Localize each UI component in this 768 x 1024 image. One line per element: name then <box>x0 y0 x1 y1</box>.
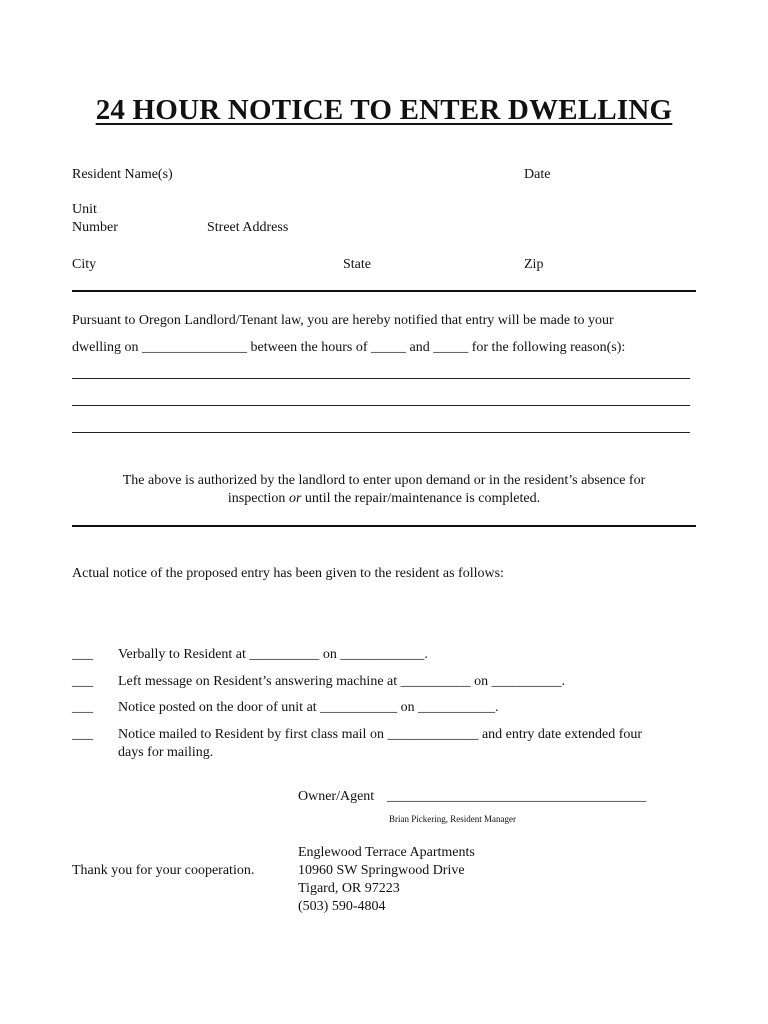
authorization-italic-or: or <box>288 491 302 506</box>
unit-label-line1: Unit <box>72 202 97 217</box>
method-text-door-posted: Notice posted on the door of unit at ___________ on ___________. <box>118 700 499 715</box>
method-text-mailed: Notice mailed to Resident by first class mail on _____________ and entry date extended four <box>118 727 643 742</box>
street-address-label: Street Address <box>207 220 289 235</box>
authorization-text <box>72 472 696 508</box>
address-name: Englewood Terrace Apartments <box>298 845 475 860</box>
method-checkbox-verbal[interactable]: ___ <box>72 647 93 662</box>
authorization-divider <box>72 525 696 527</box>
reason-line-2[interactable] <box>72 405 690 406</box>
resident-manager-name: Brian Pickering, Resident Manager <box>389 814 516 824</box>
address-street: 10960 SW Springwood Drive <box>298 863 465 878</box>
closing-text: Thank you for your cooperation. <box>72 863 255 878</box>
notice-line-2: dwelling on _______________ between the hours of _____ and _____ for the following reason(s): <box>72 340 626 355</box>
method-checkbox-answering-machine[interactable]: ___ <box>72 674 93 689</box>
date-label: Date <box>524 167 551 182</box>
unit-label-line2: Number <box>72 220 118 235</box>
method-text-answering-machine: Left message on Resident’s answering machine at __________ on __________. <box>118 674 566 689</box>
method-text-mailed-continued: days for mailing. <box>118 745 214 760</box>
address-city: Tigard, OR 97223 <box>298 881 400 896</box>
city-label: City <box>72 257 97 272</box>
reason-line-1[interactable] <box>72 378 690 379</box>
authorization-line-2-start: inspection <box>227 491 289 506</box>
method-text-verbal: Verbally to Resident at __________ on ____________. <box>118 647 428 662</box>
header-divider <box>72 290 696 292</box>
authorization-line-2-end: until the repair/maintenance is completed. <box>301 491 541 506</box>
actual-notice-text: Actual notice of the proposed entry has been given to the resident as follows: <box>72 566 504 581</box>
resident-names-label: Resident Name(s) <box>72 167 173 182</box>
authorization-line-1: The above is authorized by the landlord to enter upon demand or in the resident’s absence for <box>122 473 646 488</box>
document-title: 24 HOUR NOTICE TO ENTER DWELLING <box>95 94 673 126</box>
state-label: State <box>343 257 371 272</box>
owner-agent-signature-line[interactable]: _____________________________________ <box>387 789 646 804</box>
address-phone: (503) 590-4804 <box>298 899 386 914</box>
zip-label: Zip <box>524 257 544 272</box>
owner-agent-label: Owner/Agent <box>298 789 375 804</box>
reason-line-3[interactable] <box>72 432 690 433</box>
method-checkbox-mailed[interactable]: ___ <box>72 727 93 742</box>
method-checkbox-door-posted[interactable]: ___ <box>72 700 93 715</box>
notice-line-1: Pursuant to Oregon Landlord/Tenant law, you are hereby notified that entry will be made to your <box>72 313 614 328</box>
authorization-line-2 <box>72 490 696 508</box>
